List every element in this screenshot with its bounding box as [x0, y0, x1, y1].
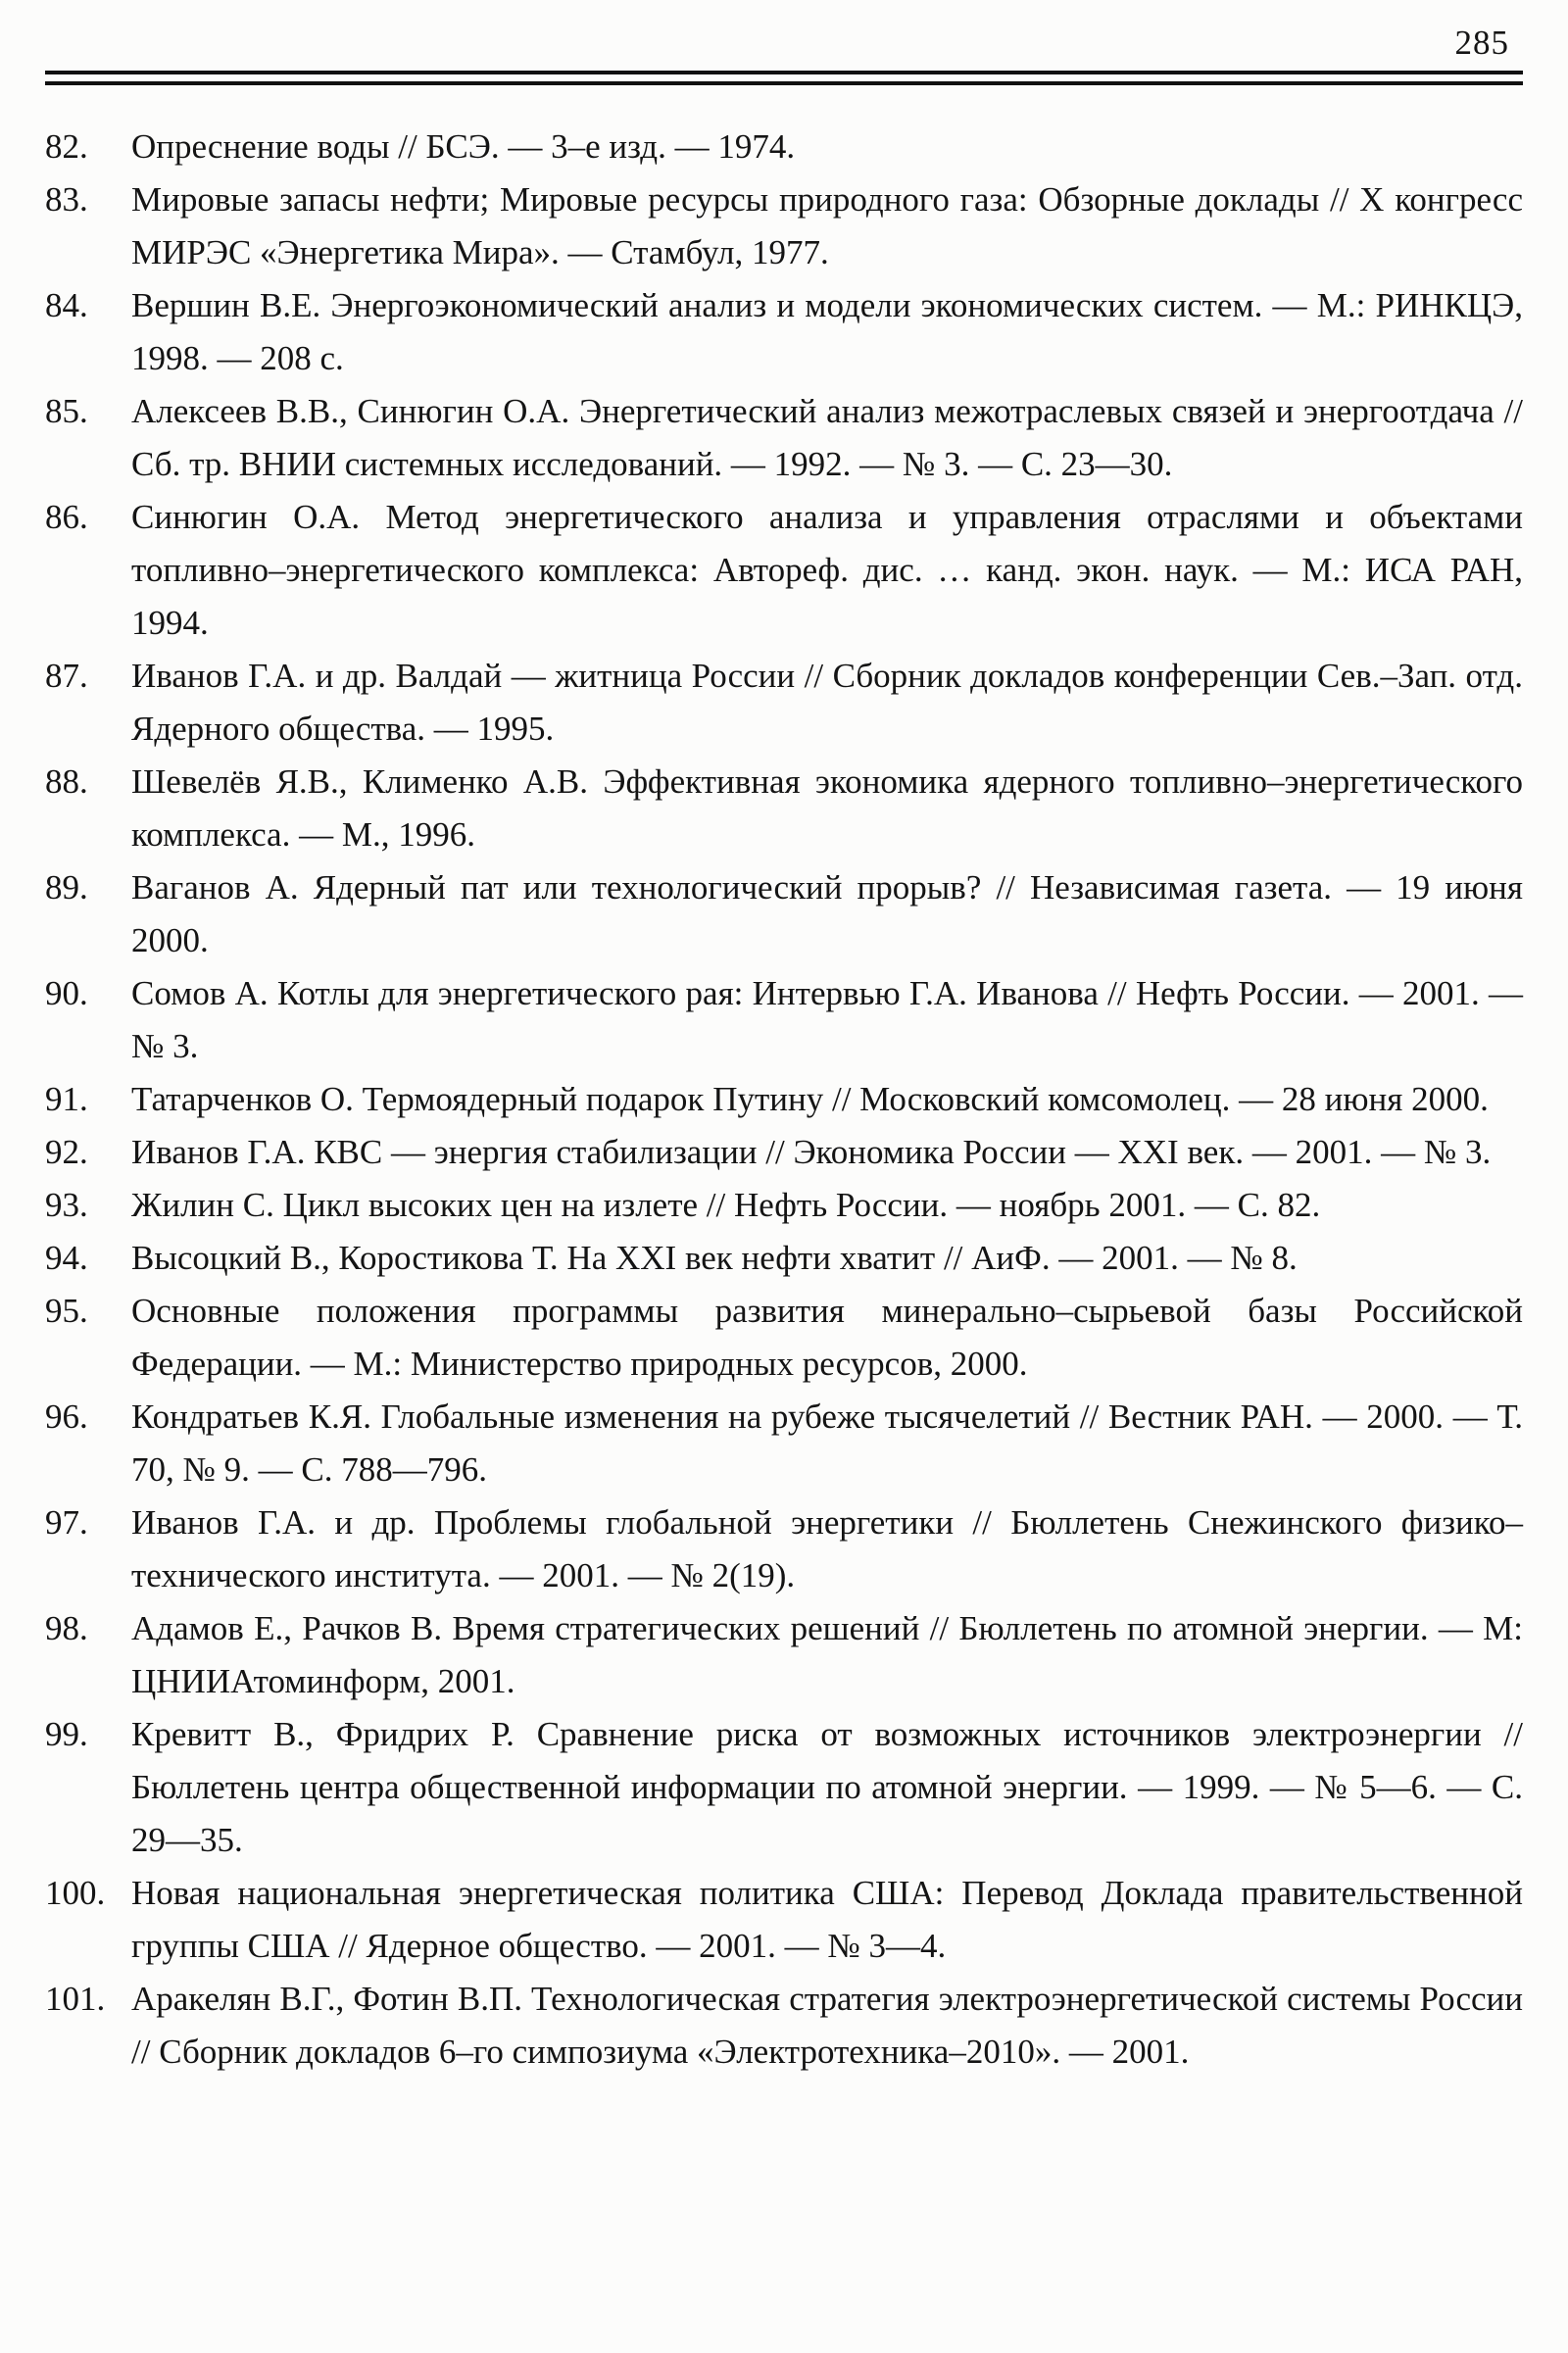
reference-entry — [45, 1602, 1523, 1708]
reference-entry — [45, 1496, 1523, 1602]
header-rule — [45, 71, 1523, 85]
page-header — [45, 22, 1523, 65]
reference-text: Адамов Е., Рачков В. Время стратегических решений // Бюллетень по атомной энергии. — М: ЦНИИАтоминформ, 2001. — [131, 1609, 1523, 1700]
reference-number: 82. — [45, 127, 88, 166]
reference-text: Аракелян В.Г., Фотин В.П. Технологическая стратегия электроэнергетической системы России // Сборник докладов 6–го симпозиума «Электротехника–2010». — 2001. — [131, 1980, 1523, 2071]
reference-text: Кревитт В., Фридрих Р. Сравнение риска от возможных источников электроэнергии // Бюллетень центра общественной информации по атомной энергии. — 1999. — № 5—6. — С. 29—35. — [131, 1715, 1523, 1859]
reference-text: Вершин В.Е. Энергоэкономический анализ и модели экономических систем. — М.: РИНКЦЭ, 1998. — 208 с. — [131, 286, 1523, 377]
reference-text: Новая национальная энергетическая политика США: Перевод Доклада правительственной группы США // Ядерное общество. — 2001. — № 3—4. — [131, 1874, 1523, 1965]
reference-number: 92. — [45, 1133, 88, 1171]
reference-entry — [45, 1073, 1523, 1126]
reference-number: 98. — [45, 1609, 88, 1647]
reference-number: 95. — [45, 1292, 88, 1330]
reference-text: Высоцкий В., Коростикова Т. На XXI век нефти хватит // АиФ. — 2001. — № 8. — [131, 1239, 1298, 1277]
reference-entry — [45, 650, 1523, 756]
reference-text: Ваганов А. Ядерный пат или технологический прорыв? // Независимая газета. — 19 июня 2000. — [131, 868, 1523, 959]
reference-entry — [45, 385, 1523, 491]
reference-entry — [45, 1708, 1523, 1867]
reference-number: 94. — [45, 1239, 88, 1277]
reference-entry — [45, 1391, 1523, 1496]
reference-entry — [45, 967, 1523, 1073]
reference-number: 88. — [45, 762, 88, 801]
reference-text: Иванов Г.А. и др. Валдай — житница России // Сборник докладов конференции Сев.–Зап. отд. Ядерного общества. — 1995. — [131, 657, 1523, 748]
reference-entry — [45, 1232, 1523, 1285]
reference-entry — [45, 1867, 1523, 1973]
reference-text: Алексеев В.В., Синюгин О.А. Энергетический анализ межотраслевых связей и энергоотдача // Сб. тр. ВНИИ системных исследований. — 1992. — № 3. — С. 23—30. — [131, 392, 1523, 483]
reference-number: 83. — [45, 180, 88, 219]
page-number: 285 — [1454, 24, 1509, 62]
reference-entry — [45, 121, 1523, 173]
reference-entry — [45, 279, 1523, 385]
reference-entry — [45, 1285, 1523, 1391]
reference-text: Шевелёв Я.В., Клименко А.В. Эффективная экономика ядерного топливно–энергетического комплекса. — М., 1996. — [131, 762, 1523, 854]
reference-entry — [45, 756, 1523, 861]
reference-text: Иванов Г.А. КВС — энергия стабилизации // Экономика России — XXI век. — 2001. — № 3. — [131, 1133, 1492, 1171]
reference-number: 99. — [45, 1715, 88, 1753]
reference-number: 101. — [45, 1980, 106, 2018]
reference-entry — [45, 1973, 1523, 2079]
reference-number: 96. — [45, 1397, 88, 1436]
reference-text: Сомов А. Котлы для энергетического рая: Интервью Г.А. Иванова // Нефть России. — 2001. — № 3. — [131, 974, 1523, 1065]
reference-text: Синюгин О.А. Метод энергетического анализа и управления отраслями и объектами топливно–энергетического комплекса: Автореф. дис. … канд. экон. наук. — М.: ИСА РАН, 1994. — [131, 498, 1523, 642]
reference-number: 93. — [45, 1186, 88, 1224]
reference-number: 84. — [45, 286, 88, 324]
reference-text: Опреснение воды // БСЭ. — 3–е изд. — 1974. — [131, 127, 796, 166]
reference-number: 90. — [45, 974, 88, 1012]
reference-number: 97. — [45, 1503, 88, 1542]
reference-entry — [45, 491, 1523, 650]
reference-entry — [45, 861, 1523, 967]
reference-text: Основные положения программы развития минерально–сырьевой базы Российской Федерации. — М.: Министерство природных ресурсов, 2000. — [131, 1292, 1523, 1383]
reference-number: 85. — [45, 392, 88, 430]
reference-text: Иванов Г.А. и др. Проблемы глобальной энергетики // Бюллетень Снежинского физико–технического института. — 2001. — № 2(19). — [131, 1503, 1523, 1594]
reference-number: 100. — [45, 1874, 106, 1912]
reference-text: Жилин С. Цикл высоких цен на излете // Нефть России. — ноябрь 2001. — С. 82. — [131, 1186, 1321, 1224]
reference-entry — [45, 1126, 1523, 1179]
reference-text: Мировые запасы нефти; Мировые ресурсы природного газа: Обзорные доклады // X конгресс МИРЭС «Энергетика Мира». — Стамбул, 1977. — [131, 180, 1523, 271]
reference-text: Татарченков О. Термоядерный подарок Путину // Московский комсомолец. — 28 июня 2000. — [131, 1080, 1489, 1118]
reference-number: 91. — [45, 1080, 88, 1118]
reference-text: Кондратьев К.Я. Глобальные изменения на рубеже тысячелетий // Вестник РАН. — 2000. — Т. 70, № 9. — С. 788—796. — [131, 1397, 1523, 1489]
reference-number: 87. — [45, 657, 88, 695]
reference-list — [45, 121, 1523, 2079]
reference-entry — [45, 1179, 1523, 1232]
reference-number: 86. — [45, 498, 88, 536]
reference-entry — [45, 173, 1523, 279]
reference-number: 89. — [45, 868, 88, 907]
